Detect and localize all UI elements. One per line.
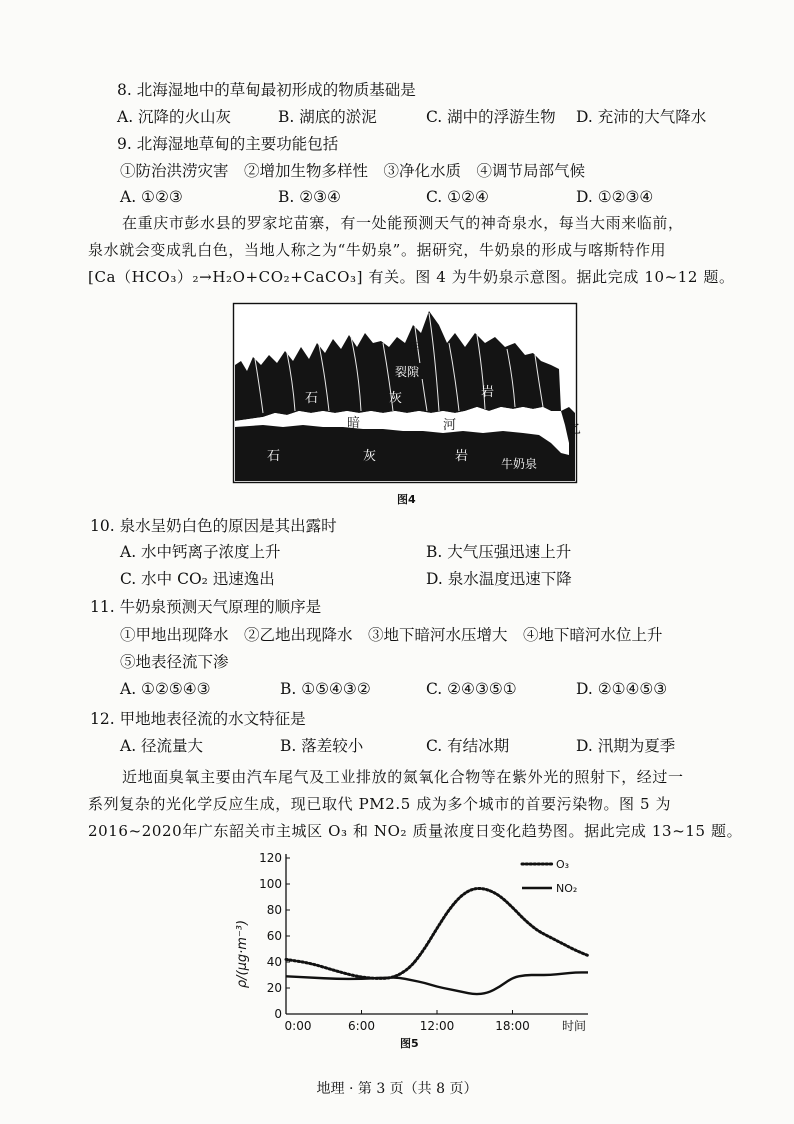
q9-option-a: A. ①②③ xyxy=(120,188,183,206)
label-lower-rock-2: 灰 xyxy=(363,449,377,464)
figure-4-milk-spring-diagram xyxy=(233,303,582,483)
q12-option-a: A. 径流量大 xyxy=(120,737,204,755)
passage1-line3: [Ca（HCO₃）₂→H₂O+CO₂+CaCO₃] 有关。图 4 为牛奶泉示意图。据此完成 10~12 题。 xyxy=(88,268,735,286)
label-jia: 甲 xyxy=(409,341,422,355)
figure-5-chart xyxy=(226,846,606,1038)
passage2-line1: 近地面臭氧主要由汽车尾气及工业排放的氮氧化合物等在紫外光的照射下，经过一 xyxy=(122,768,684,786)
series-line-o3 xyxy=(286,888,588,978)
passage-milk-spring xyxy=(88,210,735,291)
q11-items-line1: ①甲地出现降水 ②乙地出现降水 ③地下暗河水压增大 ④地下暗河水位上升 xyxy=(120,626,663,644)
q12-stem: 12. 甲地地表径流的水文特征是 xyxy=(90,710,306,728)
label-upper-rock-2: 灰 xyxy=(389,391,403,406)
y-tick-label: 80 xyxy=(266,903,282,917)
label-fissure: 裂隙 xyxy=(395,365,420,379)
legend-label: O₃ xyxy=(556,858,570,871)
figure-5-caption: 图5 xyxy=(400,1037,419,1050)
page-footer: 地理 · 第 3 页（共 8 页） xyxy=(316,1081,478,1097)
x-tick-label: 12:00 xyxy=(419,1019,455,1033)
label-lower-rock-1: 石 xyxy=(267,449,281,464)
q8-option-c: C. 湖中的浮游生物 xyxy=(426,108,556,126)
q11-option-b: B. ①⑤④③② xyxy=(280,680,371,698)
label-milk-spring: 牛奶泉 xyxy=(501,457,538,471)
q11-items-line2: ⑤地表径流下渗 xyxy=(120,653,229,671)
passage1-line2: 泉水就会变成乳白色，当地人称之为“牛奶泉”。据研究，牛奶泉的形成与喀斯特作用 xyxy=(88,241,667,259)
q11-option-c: C. ②④③⑤① xyxy=(426,680,517,698)
q9-option-b: B. ②③④ xyxy=(278,188,341,206)
passage-ozone xyxy=(88,764,743,845)
legend-label: NO₂ xyxy=(556,882,578,895)
q10-option-c: C. 水中 CO₂ 迅速逸出 xyxy=(120,570,275,588)
label-lower-rock-3: 岩 xyxy=(455,449,469,464)
y-tick-label: 0 xyxy=(274,1007,282,1021)
x-tick-label: 0:00 xyxy=(284,1019,312,1033)
q8-option-d: D. 充沛的大气降水 xyxy=(576,108,707,126)
q12-option-b: B. 落差较小 xyxy=(280,737,364,755)
y-tick-label: 100 xyxy=(259,877,282,891)
q11-option-d: D. ②①④⑤③ xyxy=(576,680,668,698)
y-tick-label: 20 xyxy=(266,981,282,995)
q9-option-c: C. ①②④ xyxy=(426,188,489,206)
q8-option-b: B. 湖底的淤泥 xyxy=(278,108,377,126)
q8-stem: 8. 北海湿地中的草甸最初形成的物质基础是 xyxy=(117,81,416,99)
label-river-1: 暗 xyxy=(347,416,361,431)
figure-4-caption: 图4 xyxy=(397,493,416,506)
passage1-line1: 在重庆市彭水县的罗家坨苗寨，有一处能预测天气的神奇泉水，每当大雨来临前， xyxy=(122,214,684,232)
lower-limestone-mass xyxy=(235,425,569,481)
q8-option-a: A. 沉降的火山灰 xyxy=(117,108,232,126)
q9-option-d: D. ①②③④ xyxy=(576,188,654,206)
q12-option-c: C. 有结冰期 xyxy=(426,737,510,755)
y-tick-label: 40 xyxy=(266,955,282,969)
x-tick-label: 18:00 xyxy=(495,1019,530,1033)
label-upper-rock-3: 岩 xyxy=(481,385,495,400)
q10-stem: 10. 泉水呈奶白色的原因是其出露时 xyxy=(90,517,337,535)
passage2-line2: 系列复杂的光化学反应生成，现已取代 PM2.5 成为多个城市的首要污染物。图 5 为 xyxy=(88,795,672,813)
y-tick-label: 120 xyxy=(259,851,282,865)
label-yi: 乙 xyxy=(569,422,582,436)
label-upper-rock-1: 石 xyxy=(305,391,319,406)
q11-option-a: A. ①②⑤④③ xyxy=(120,680,211,698)
chart-y-axis-label: ρ/(μg·m⁻³) xyxy=(235,919,250,989)
q9-items: ①防治洪涝灾害 ②增加生物多样性 ③净化水质 ④调节局部气候 xyxy=(120,162,586,180)
q12-option-d: D. 汛期为夏季 xyxy=(576,737,676,755)
chart-x-axis-label: 时间 xyxy=(561,1019,587,1033)
y-tick-label: 60 xyxy=(266,929,282,943)
q10-option-d: D. 泉水温度迅速下降 xyxy=(426,570,572,588)
label-river-2: 河 xyxy=(443,418,457,433)
passage2-line3: 2016~2020年广东韶关市主城区 O₃ 和 NO₂ 质量浓度日变化趋势图。据此完成 13~15 题。 xyxy=(88,822,743,840)
series-line-no2 xyxy=(286,972,588,994)
q11-stem: 11. 牛奶泉预测天气原理的顺序是 xyxy=(90,598,322,616)
q10-option-b: B. 大气压强迅速上升 xyxy=(426,543,572,561)
x-tick-label: 6:00 xyxy=(348,1019,375,1033)
q9-stem: 9. 北海湿地草甸的主要功能包括 xyxy=(117,135,339,153)
q10-option-a: A. 水中钙离子浓度上升 xyxy=(120,543,281,561)
